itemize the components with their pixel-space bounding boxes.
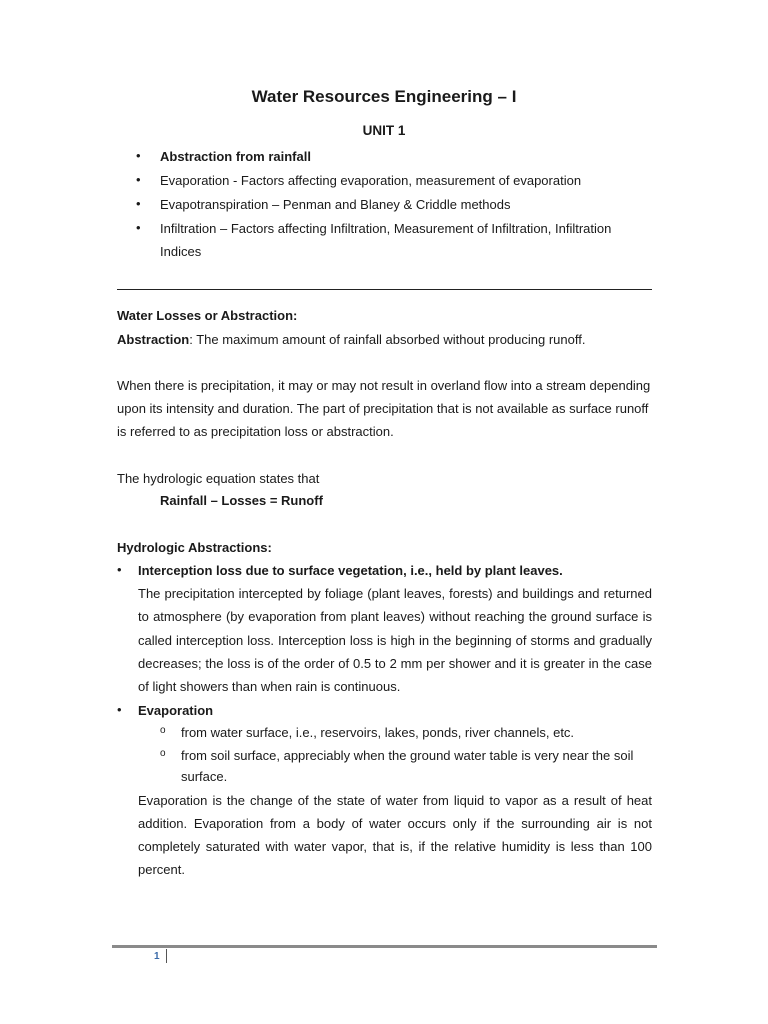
page-number: 1: [154, 951, 160, 962]
bullet-dot-icon: •: [136, 220, 141, 235]
definition-text: : The maximum amount of rainfall absorbed without producing runoff.: [189, 332, 586, 347]
paragraph-line: Evaporation is the change of the state of water from liquid to vapor as a result of heat: [138, 793, 652, 808]
paragraph-line: completely saturated with water vapor, that is, if the relative humidity is less than 100: [138, 839, 652, 854]
syllabus-item: Evapotranspiration – Penman and Blaney & Criddle methods: [160, 197, 511, 212]
evaporation-title: Evaporation: [138, 703, 214, 718]
sub-list-item: from soil surface, appreciably when the ground water table is very near the soil: [181, 748, 634, 763]
equation-intro: The hydrologic equation states that: [117, 471, 320, 486]
definition-term: Abstraction: [117, 332, 190, 347]
circle-bullet-icon: o: [160, 748, 166, 759]
paragraph-line: of light showers than when rain is continuous.: [138, 679, 401, 694]
bullet-dot-icon: •: [117, 562, 122, 577]
footer-rule: [112, 945, 657, 948]
paragraph-line: When there is precipitation, it may or may not result in overland flow into a stream depending: [117, 378, 651, 393]
bullet-dot-icon: •: [117, 702, 122, 717]
circle-bullet-icon: o: [160, 725, 166, 736]
paragraph-line: decreases; the loss is of the order of 0.5 to 2 mm per shower and it is greater in the case: [138, 656, 652, 671]
section-divider: [117, 289, 652, 290]
sub-list-item: from water surface, i.e., reservoirs, lakes, ponds, river channels, etc.: [181, 725, 575, 740]
interception-title: Interception loss due to surface vegetation, i.e., held by plant leaves.: [138, 563, 563, 578]
sub-list-item-continuation: surface.: [181, 769, 228, 784]
page-title: Water Resources Engineering – I: [251, 87, 517, 106]
paragraph-line: called interception loss. Interception loss is high in the beginning of storms and gradually: [138, 633, 652, 648]
paragraph-line: to atmosphere (by evaporation from plant leaves) without reaching the ground surface is: [138, 609, 652, 624]
bullet-dot-icon: •: [136, 172, 141, 187]
hydrologic-equation: Rainfall – Losses = Runoff: [160, 493, 323, 508]
syllabus-item-continuation: Indices: [160, 244, 202, 259]
section-heading: Water Losses or Abstraction:: [117, 308, 298, 323]
syllabus-item: Evaporation - Factors affecting evaporation, measurement of evaporation: [160, 173, 582, 188]
definition-line: [117, 332, 585, 347]
paragraph-line: The precipitation intercepted by foliage (plant leaves, forests) and buildings and returned: [138, 586, 652, 601]
syllabus-item: Infiltration – Factors affecting Infiltration, Measurement of Infiltration, Infiltration: [160, 221, 612, 236]
paragraph-line: upon its intensity and duration. The part of precipitation that is not available as surface runoff: [117, 401, 649, 416]
bullet-dot-icon: •: [136, 148, 141, 163]
bullet-dot-icon: •: [136, 196, 141, 211]
paragraph-line: addition. Evaporation from a body of water occurs only if the surrounding air is not: [138, 816, 652, 831]
unit-heading: UNIT 1: [362, 123, 406, 138]
section-heading: Hydrologic Abstractions:: [117, 540, 272, 555]
paragraph-line: percent.: [138, 862, 185, 877]
paragraph-line: is referred to as precipitation loss or abstraction.: [117, 424, 394, 439]
page-number-separator: [166, 949, 167, 963]
syllabus-item: Abstraction from rainfall: [160, 149, 311, 164]
